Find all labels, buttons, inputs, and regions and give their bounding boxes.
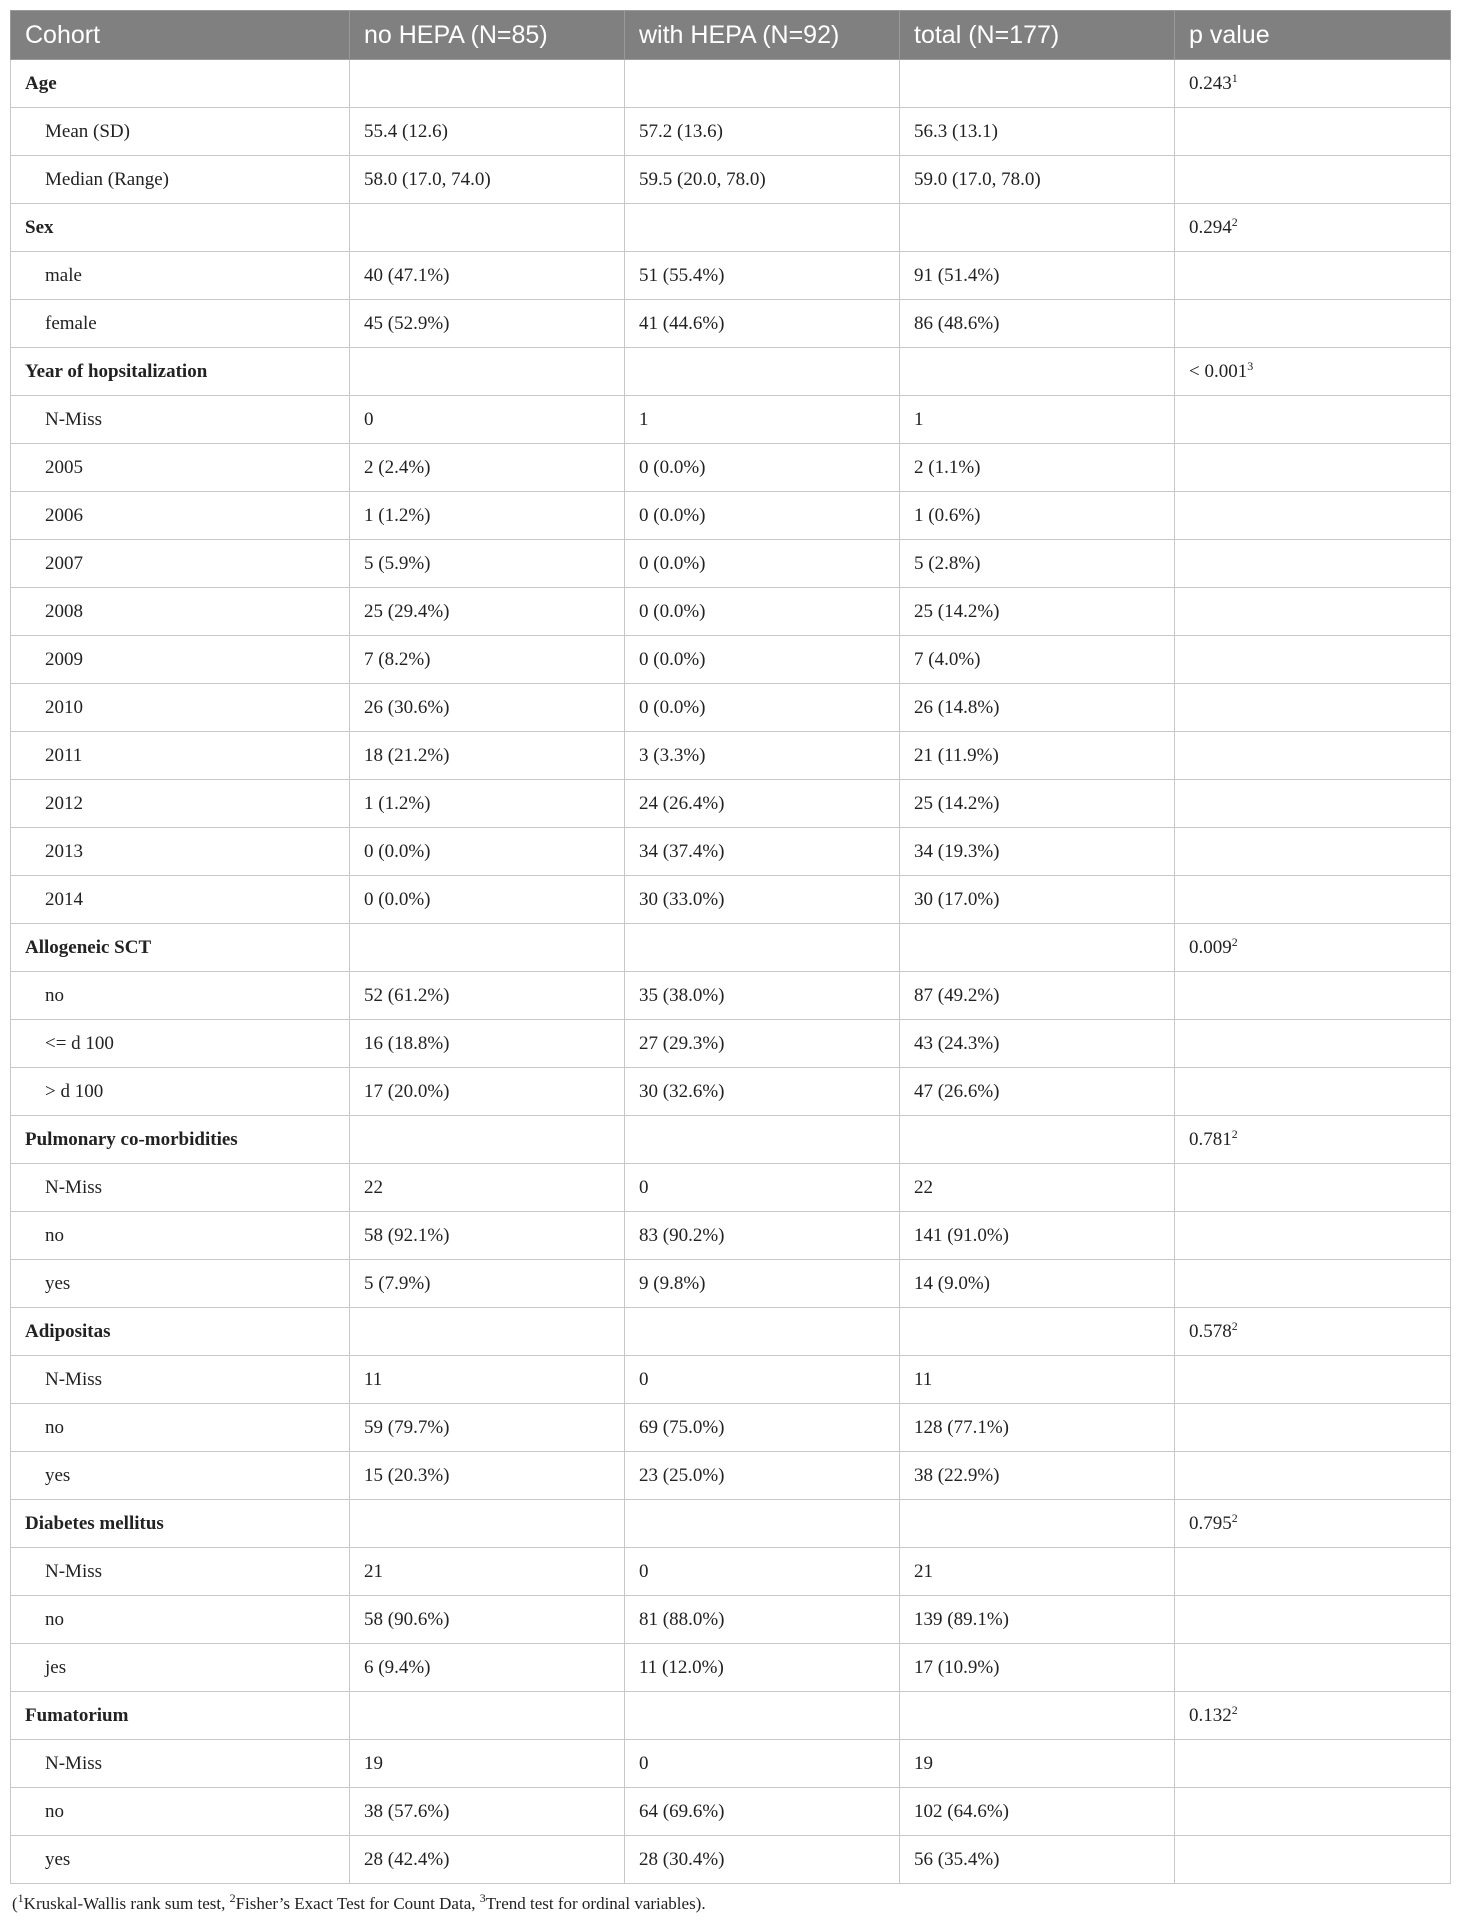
- p-value-cell: [1175, 1260, 1451, 1308]
- table-cell: [625, 1116, 900, 1164]
- p-value-cell: [1175, 252, 1451, 300]
- table-cell: [900, 348, 1175, 396]
- footnote-open-paren: (: [12, 1894, 18, 1913]
- table-row: [11, 252, 1451, 300]
- row-label: N-Miss: [11, 1164, 350, 1212]
- table-row: [11, 1260, 1451, 1308]
- table-row: [11, 588, 1451, 636]
- table-cell: 1 (1.2%): [350, 780, 625, 828]
- table-cell: 21 (11.9%): [900, 732, 1175, 780]
- table-cell: [350, 60, 625, 108]
- p-value-cell: [1175, 1116, 1451, 1164]
- p-value: 0.243: [1189, 72, 1232, 94]
- p-value-cell: [1175, 636, 1451, 684]
- table-cell: 56.3 (13.1): [900, 108, 1175, 156]
- table-cell: 26 (14.8%): [900, 684, 1175, 732]
- table-cell: 1 (1.2%): [350, 492, 625, 540]
- table-row: [11, 780, 1451, 828]
- p-value: 0.294: [1189, 216, 1232, 238]
- p-value: 0.781: [1189, 1128, 1232, 1150]
- table-group-row: [11, 1116, 1451, 1164]
- table-row: [11, 444, 1451, 492]
- table-cell: 40 (47.1%): [350, 252, 625, 300]
- table-cell: 56 (35.4%): [900, 1836, 1175, 1884]
- table-cell: 26 (30.6%): [350, 684, 625, 732]
- table-cell: 21: [350, 1548, 625, 1596]
- table-row: [11, 876, 1451, 924]
- table-cell: 38 (22.9%): [900, 1452, 1175, 1500]
- p-value-footnote-marker: 2: [1231, 1126, 1238, 1141]
- table-row: [11, 1404, 1451, 1452]
- table-cell: 0: [625, 1740, 900, 1788]
- table-cell: 17 (10.9%): [900, 1644, 1175, 1692]
- row-label: 2011: [11, 732, 350, 780]
- table-cell: 11: [900, 1356, 1175, 1404]
- table-row: [11, 684, 1451, 732]
- table-cell: [350, 924, 625, 972]
- row-label: 2005: [11, 444, 350, 492]
- p-value-cell: [1175, 1404, 1451, 1452]
- table-cell: 19: [350, 1740, 625, 1788]
- table-group-row: [11, 1692, 1451, 1740]
- table-cell: 30 (32.6%): [625, 1068, 900, 1116]
- table-cell: [625, 348, 900, 396]
- table-cell: 0: [625, 1356, 900, 1404]
- row-label: yes: [11, 1260, 350, 1308]
- table-cell: 55.4 (12.6): [350, 108, 625, 156]
- row-label: 2007: [11, 540, 350, 588]
- table-cell: 34 (37.4%): [625, 828, 900, 876]
- table-cell: 22: [350, 1164, 625, 1212]
- table-cell: 0 (0.0%): [350, 876, 625, 924]
- p-value: 0.578: [1189, 1320, 1232, 1342]
- table-cell: [350, 1500, 625, 1548]
- table-cell: 58 (92.1%): [350, 1212, 625, 1260]
- row-label: N-Miss: [11, 1548, 350, 1596]
- row-label: > d 100: [11, 1068, 350, 1116]
- p-value-cell: [1175, 60, 1451, 108]
- p-value: 0.009: [1189, 936, 1232, 958]
- p-value-cell: [1175, 1596, 1451, 1644]
- row-label: no: [11, 1596, 350, 1644]
- table-cell: [625, 924, 900, 972]
- table-cell: 25 (14.2%): [900, 588, 1175, 636]
- row-label: no: [11, 1212, 350, 1260]
- row-label: no: [11, 1404, 350, 1452]
- table-group-row: [11, 1500, 1451, 1548]
- table-cell: 51 (55.4%): [625, 252, 900, 300]
- p-value-cell: [1175, 444, 1451, 492]
- table-row: [11, 156, 1451, 204]
- table-cell: [900, 1500, 1175, 1548]
- table-cell: 102 (64.6%): [900, 1788, 1175, 1836]
- table-cell: [900, 204, 1175, 252]
- table-cell: 15 (20.3%): [350, 1452, 625, 1500]
- table-cell: 34 (19.3%): [900, 828, 1175, 876]
- p-value-cell: [1175, 540, 1451, 588]
- table-cell: 59 (79.7%): [350, 1404, 625, 1452]
- group-label: Diabetes mellitus: [11, 1500, 350, 1548]
- table-cell: 3 (3.3%): [625, 732, 900, 780]
- footnote-text: Trend test for ordinal variables).: [485, 1894, 706, 1913]
- group-label: Year of hopsitalization: [11, 348, 350, 396]
- p-value-cell: [1175, 204, 1451, 252]
- table-cell: 86 (48.6%): [900, 300, 1175, 348]
- table-cell: [350, 1308, 625, 1356]
- table-cell: 38 (57.6%): [350, 1788, 625, 1836]
- table-cell: 59.0 (17.0, 78.0): [900, 156, 1175, 204]
- row-label: yes: [11, 1836, 350, 1884]
- table-cell: [350, 1116, 625, 1164]
- table-row: [11, 828, 1451, 876]
- table-row: [11, 1740, 1451, 1788]
- p-value-cell: [1175, 1212, 1451, 1260]
- table-cell: 7 (4.0%): [900, 636, 1175, 684]
- column-header-total: total (N=177): [900, 11, 1175, 60]
- column-header-with-hepa: with HEPA (N=92): [625, 11, 900, 60]
- row-label: male: [11, 252, 350, 300]
- table-cell: 28 (42.4%): [350, 1836, 625, 1884]
- p-value-cell: [1175, 1836, 1451, 1884]
- row-label: Median (Range): [11, 156, 350, 204]
- table-cell: 35 (38.0%): [625, 972, 900, 1020]
- p-value-cell: [1175, 396, 1451, 444]
- table-body: [11, 60, 1451, 1884]
- table-cell: 58.0 (17.0, 74.0): [350, 156, 625, 204]
- p-value-cell: [1175, 828, 1451, 876]
- row-label: no: [11, 1788, 350, 1836]
- table-cell: 24 (26.4%): [625, 780, 900, 828]
- p-value: < 0.001: [1189, 360, 1248, 382]
- footnote-text: Fisher’s Exact Test for Count Data,: [235, 1894, 480, 1913]
- table-cell: 7 (8.2%): [350, 636, 625, 684]
- table-row: [11, 108, 1451, 156]
- row-label: 2008: [11, 588, 350, 636]
- p-value-footnote-marker: 2: [1231, 1702, 1238, 1717]
- table-row: [11, 1644, 1451, 1692]
- table-group-row: [11, 348, 1451, 396]
- table-cell: 28 (30.4%): [625, 1836, 900, 1884]
- row-label: N-Miss: [11, 396, 350, 444]
- p-value-footnote-marker: 1: [1231, 70, 1238, 85]
- p-value: 0.795: [1189, 1512, 1232, 1534]
- p-value-cell: [1175, 1308, 1451, 1356]
- table-cell: 69 (75.0%): [625, 1404, 900, 1452]
- table-group-row: [11, 1308, 1451, 1356]
- table-cell: 6 (9.4%): [350, 1644, 625, 1692]
- table-cell: 0 (0.0%): [625, 540, 900, 588]
- table-row: [11, 540, 1451, 588]
- p-value-cell: [1175, 108, 1451, 156]
- p-value-cell: [1175, 1500, 1451, 1548]
- table-footnote: [12, 1891, 1450, 1914]
- table-cell: [625, 1500, 900, 1548]
- column-header-p-value: p value: [1175, 11, 1451, 60]
- table-header: [11, 11, 1451, 60]
- p-value-cell: [1175, 492, 1451, 540]
- table-cell: 17 (20.0%): [350, 1068, 625, 1116]
- row-label: 2014: [11, 876, 350, 924]
- table-cell: 41 (44.6%): [625, 300, 900, 348]
- p-value-cell: [1175, 1164, 1451, 1212]
- table-row: [11, 1164, 1451, 1212]
- table-cell: 81 (88.0%): [625, 1596, 900, 1644]
- group-label: Fumatorium: [11, 1692, 350, 1740]
- table-cell: 30 (17.0%): [900, 876, 1175, 924]
- group-label: Sex: [11, 204, 350, 252]
- p-value-cell: [1175, 348, 1451, 396]
- table-cell: [350, 348, 625, 396]
- table-cell: 47 (26.6%): [900, 1068, 1175, 1116]
- table-cell: [625, 1692, 900, 1740]
- p-value-cell: [1175, 684, 1451, 732]
- table-group-row: [11, 924, 1451, 972]
- table-cell: 58 (90.6%): [350, 1596, 625, 1644]
- table-row: [11, 1788, 1451, 1836]
- table-row: [11, 732, 1451, 780]
- table-cell: 0: [625, 1548, 900, 1596]
- p-value-footnote-marker: 2: [1231, 214, 1238, 229]
- table-cell: 141 (91.0%): [900, 1212, 1175, 1260]
- table-cell: 19: [900, 1740, 1175, 1788]
- table-cell: [350, 204, 625, 252]
- document: [10, 10, 1450, 1914]
- row-label: <= d 100: [11, 1020, 350, 1068]
- table-cell: 0: [350, 396, 625, 444]
- table-cell: 59.5 (20.0, 78.0): [625, 156, 900, 204]
- column-header-cohort: Cohort: [11, 11, 350, 60]
- p-value-cell: [1175, 1068, 1451, 1116]
- table-cell: [625, 60, 900, 108]
- p-value-cell: [1175, 1644, 1451, 1692]
- table-cell: [900, 60, 1175, 108]
- table-cell: [900, 1692, 1175, 1740]
- table-group-row: [11, 204, 1451, 252]
- header-row: [11, 11, 1451, 60]
- p-value-cell: [1175, 732, 1451, 780]
- table-cell: 1 (0.6%): [900, 492, 1175, 540]
- row-label: 2006: [11, 492, 350, 540]
- footnote-marker: 3: [479, 1891, 486, 1905]
- table-cell: [350, 1692, 625, 1740]
- p-value-cell: [1175, 780, 1451, 828]
- footnote-text: Kruskal-Wallis rank sum test,: [23, 1894, 230, 1913]
- footnote-marker: 2: [229, 1891, 236, 1905]
- table-cell: 0 (0.0%): [625, 492, 900, 540]
- footnote-marker: 1: [17, 1891, 24, 1905]
- table-cell: 128 (77.1%): [900, 1404, 1175, 1452]
- table-row: [11, 1836, 1451, 1884]
- p-value-footnote-marker: 3: [1247, 358, 1254, 373]
- table-cell: 139 (89.1%): [900, 1596, 1175, 1644]
- row-label: 2010: [11, 684, 350, 732]
- table-cell: 2 (2.4%): [350, 444, 625, 492]
- table-cell: 0 (0.0%): [625, 588, 900, 636]
- table-cell: [625, 1308, 900, 1356]
- table-cell: 0: [625, 1164, 900, 1212]
- table-row: [11, 1596, 1451, 1644]
- row-label: jes: [11, 1644, 350, 1692]
- table-cell: 45 (52.9%): [350, 300, 625, 348]
- table-cell: 21: [900, 1548, 1175, 1596]
- table-cell: 1: [625, 396, 900, 444]
- table-cell: 27 (29.3%): [625, 1020, 900, 1068]
- group-label: Pulmonary co-morbidities: [11, 1116, 350, 1164]
- row-label: Mean (SD): [11, 108, 350, 156]
- row-label: 2013: [11, 828, 350, 876]
- p-value-cell: [1175, 1788, 1451, 1836]
- table-cell: 52 (61.2%): [350, 972, 625, 1020]
- row-label: female: [11, 300, 350, 348]
- table-row: [11, 636, 1451, 684]
- table-cell: 5 (5.9%): [350, 540, 625, 588]
- p-value-cell: [1175, 1452, 1451, 1500]
- p-value-cell: [1175, 1356, 1451, 1404]
- row-label: 2012: [11, 780, 350, 828]
- table-cell: 0 (0.0%): [625, 636, 900, 684]
- table-cell: [625, 204, 900, 252]
- p-value-cell: [1175, 1692, 1451, 1740]
- group-label: Adipositas: [11, 1308, 350, 1356]
- table-cell: 1: [900, 396, 1175, 444]
- table-row: [11, 396, 1451, 444]
- table-row: [11, 1548, 1451, 1596]
- table-cell: 30 (33.0%): [625, 876, 900, 924]
- table-cell: 9 (9.8%): [625, 1260, 900, 1308]
- table-cell: [900, 924, 1175, 972]
- table-cell: 83 (90.2%): [625, 1212, 900, 1260]
- table-cell: 14 (9.0%): [900, 1260, 1175, 1308]
- table-cell: 22: [900, 1164, 1175, 1212]
- table-cell: 11: [350, 1356, 625, 1404]
- table-row: [11, 492, 1451, 540]
- table-cell: 5 (2.8%): [900, 540, 1175, 588]
- row-label: no: [11, 972, 350, 1020]
- table-group-row: [11, 60, 1451, 108]
- group-label: Allogeneic SCT: [11, 924, 350, 972]
- p-value: 0.132: [1189, 1704, 1232, 1726]
- p-value-cell: [1175, 876, 1451, 924]
- p-value-cell: [1175, 300, 1451, 348]
- p-value-cell: [1175, 1548, 1451, 1596]
- table-cell: 0 (0.0%): [625, 684, 900, 732]
- table-cell: 11 (12.0%): [625, 1644, 900, 1692]
- p-value-cell: [1175, 588, 1451, 636]
- p-value-footnote-marker: 2: [1231, 1510, 1238, 1525]
- table-cell: 57.2 (13.6): [625, 108, 900, 156]
- table-cell: 25 (14.2%): [900, 780, 1175, 828]
- row-label: 2009: [11, 636, 350, 684]
- row-label: yes: [11, 1452, 350, 1500]
- table-cell: 16 (18.8%): [350, 1020, 625, 1068]
- table-row: [11, 972, 1451, 1020]
- table-row: [11, 1020, 1451, 1068]
- table-cell: [900, 1116, 1175, 1164]
- p-value-cell: [1175, 972, 1451, 1020]
- group-label: Age: [11, 60, 350, 108]
- p-value-cell: [1175, 1740, 1451, 1788]
- table-row: [11, 1068, 1451, 1116]
- table-cell: 0 (0.0%): [350, 828, 625, 876]
- row-label: N-Miss: [11, 1740, 350, 1788]
- table-row: [11, 1452, 1451, 1500]
- table-cell: 0 (0.0%): [625, 444, 900, 492]
- table-cell: 87 (49.2%): [900, 972, 1175, 1020]
- table-row: [11, 1356, 1451, 1404]
- table-cell: 18 (21.2%): [350, 732, 625, 780]
- table-cell: 43 (24.3%): [900, 1020, 1175, 1068]
- p-value-cell: [1175, 1020, 1451, 1068]
- table-cell: 5 (7.9%): [350, 1260, 625, 1308]
- table-row: [11, 1212, 1451, 1260]
- p-value-footnote-marker: 2: [1231, 1318, 1238, 1333]
- p-value-footnote-marker: 2: [1231, 934, 1238, 949]
- table-cell: [900, 1308, 1175, 1356]
- row-label: N-Miss: [11, 1356, 350, 1404]
- p-value-cell: [1175, 156, 1451, 204]
- cohort-table: [10, 10, 1451, 1884]
- table-cell: 25 (29.4%): [350, 588, 625, 636]
- p-value-cell: [1175, 924, 1451, 972]
- table-cell: 64 (69.6%): [625, 1788, 900, 1836]
- table-row: [11, 300, 1451, 348]
- table-cell: 23 (25.0%): [625, 1452, 900, 1500]
- column-header-no-hepa: no HEPA (N=85): [350, 11, 625, 60]
- table-cell: 91 (51.4%): [900, 252, 1175, 300]
- table-cell: 2 (1.1%): [900, 444, 1175, 492]
